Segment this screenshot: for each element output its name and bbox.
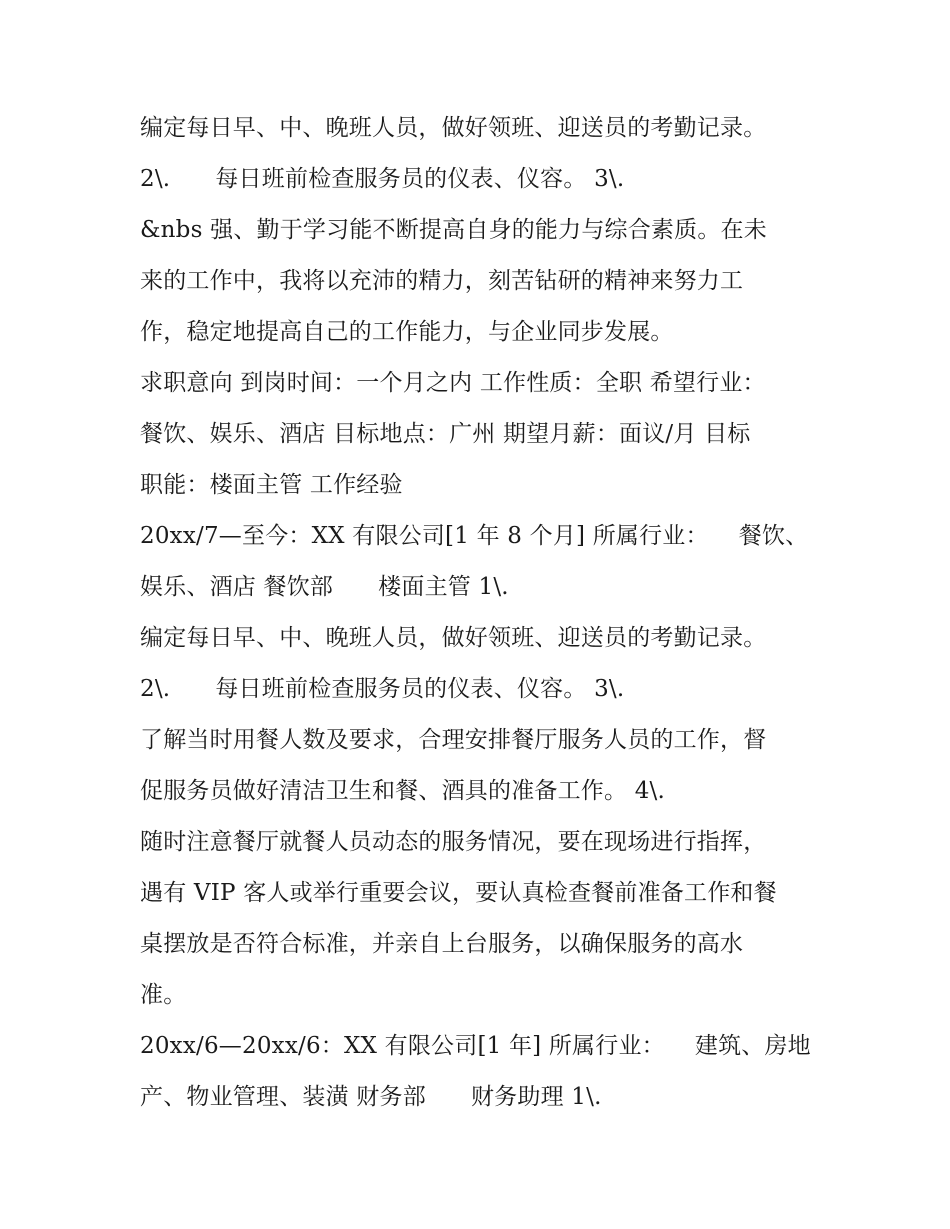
text-line: 20xx/7—至今：XX 有限公司[1 年 8 个月] 所属行业： 餐饮、 <box>140 523 809 549</box>
text-line: 编定每日早、中、晚班人员，做好领班、迎送员的考勤记录。 <box>140 115 767 141</box>
text-line: 求职意向 到岗时间：一个月之内 工作性质：全职 希望行业： <box>140 370 766 396</box>
text-line: 遇有 VIP 客人或举行重要会议，要认真检查餐前准备工作和餐 <box>140 880 777 906</box>
body-text <box>140 103 830 1123</box>
text-line: 编定每日早、中、晚班人员，做好领班、迎送员的考勤记录。 <box>140 625 767 651</box>
text-line: 来的工作中，我将以充沛的精力，刻苦钻研的精神来努力工 <box>140 268 744 294</box>
text-line: 桌摆放是否符合标准，并亲自上台服务，以确保服务的高水 <box>140 931 744 957</box>
text-line: 娱乐、酒店 餐饮部 楼面主管 1\. <box>140 574 509 600</box>
text-line: 了解当时用餐人数及要求，合理安排餐厅服务人员的工作，督 <box>140 727 767 753</box>
text-line: 促服务员做好清洁卫生和餐、酒具的准备工作。 4\. <box>140 778 666 804</box>
text-line: 2\. 每日班前检查服务员的仪表、仪容。 3\. <box>140 166 625 192</box>
text-line: 2\. 每日班前检查服务员的仪表、仪容。 3\. <box>140 676 625 702</box>
text-line: 产、物业管理、装潢 财务部 财务助理 1\. <box>140 1084 602 1110</box>
text-line: 20xx/6—20xx/6：XX 有限公司[1 年] 所属行业： 建筑、房地 <box>140 1033 811 1059</box>
text-line: 作，稳定地提高自己的工作能力，与企业同步发展。 <box>140 319 674 345</box>
text-line: &nbs 强、勤于学习能不断提高自身的能力与综合素质。在未 <box>140 217 767 243</box>
text-line: 职能：楼面主管 工作经验 <box>140 472 403 498</box>
text-line: 随时注意餐厅就餐人员动态的服务情况，要在现场进行指挥， <box>140 829 767 855</box>
text-line: 餐饮、娱乐、酒店 目标地点：广州 期望月薪：面议/月 目标 <box>140 421 751 447</box>
text-line: 准。 <box>140 982 187 1008</box>
